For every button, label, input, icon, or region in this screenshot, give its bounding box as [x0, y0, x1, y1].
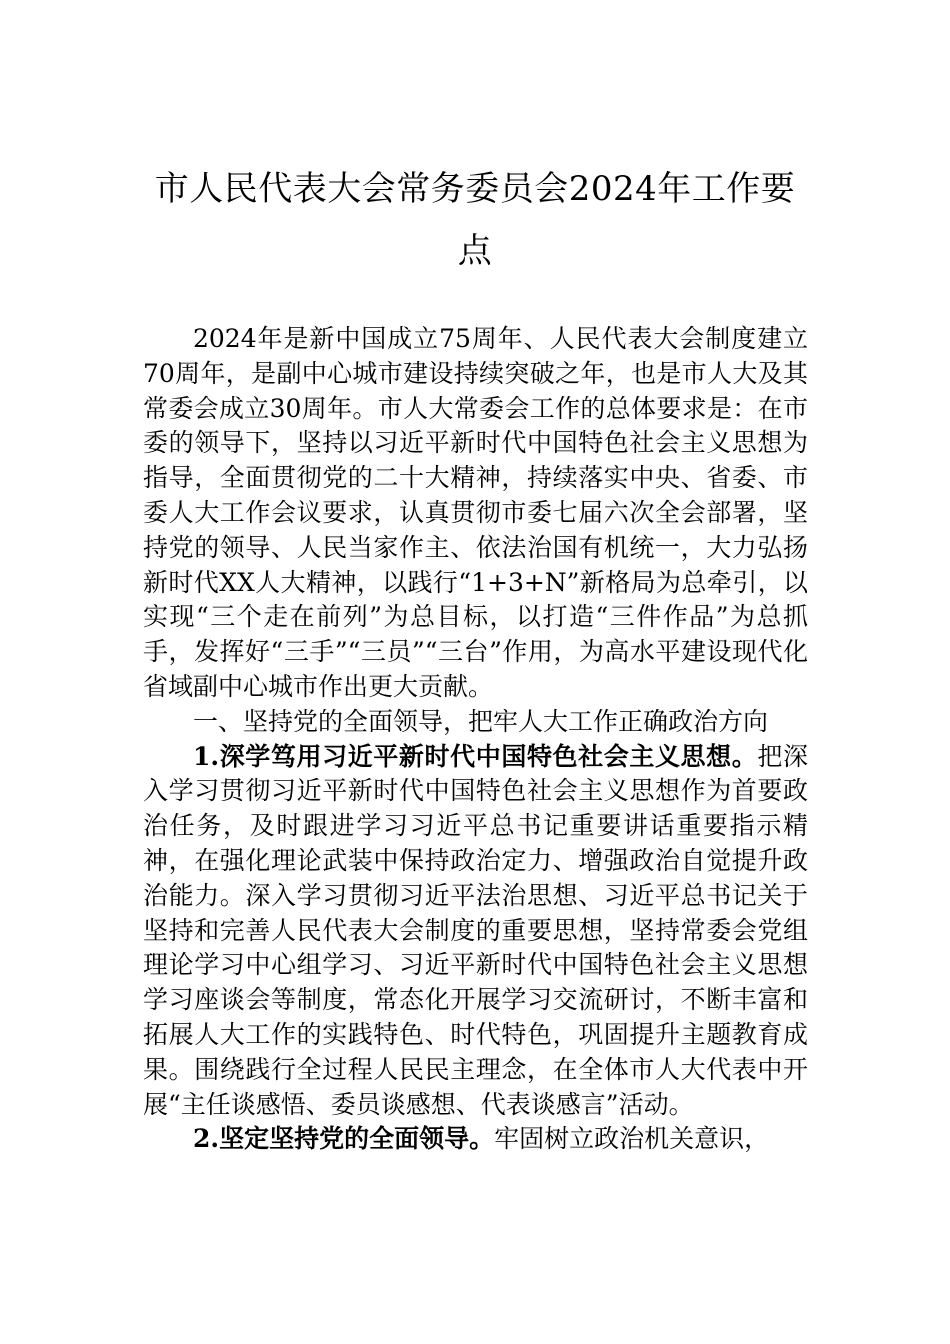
item-2-paragraph [143, 1122, 808, 1157]
item-1-text: 把深入学习贯彻习近平新时代中国特色社会主义思想作为首要政治任务，及时跟进学习习近平总书记重要讲话重要指示精神，在强化理论武装中保持政治定力、增强政治自觉提升政治能力。深入学习贯彻习近平法治思想、习近平总书记关于坚持和完善人民代表大会制度的重要思想，坚持常委会党组理论学习中心组学习、习近平新时代中国特色社会主义思想学习座谈会等制度，常态化开展学习交流研讨，不断丰富和拓展人大工作的实践特色、时代特色，巩固提升主题教育成果。围绕践行全过程人民民主理念，在全体市人大代表中开展“主任谈感悟、委员谈感想、代表谈感言”活动。 [143, 741, 808, 1119]
item-2-lead: 2.坚定坚持党的全面领导。 [193, 1124, 495, 1154]
section-heading-1: 一、坚持党的全面领导，把牢人大工作正确政治方向 [193, 706, 769, 736]
item-1-lead: 1.深学笃用习近平新时代中国特色社会主义思想。 [193, 741, 758, 771]
intro-paragraph: 2024年是新中国成立75周年、人民代表大会制度建立70周年，是副中心城市建设持续突破之年，也是市人大及其常委会成立30周年。市人大常委会工作的总体要求是：在市委的领导下，坚持以习近平新时代中国特色社会主义思想为指导，全面贯彻党的二十大精神，持续落实中央、省委、市委人大工作会议要求，认真贯彻市委七届六次全会部署，坚持党的领导、人民当家作主、依法治国有机统一，大力弘扬新时代XX人大精神，以践行“1+3+N”新格局为总牵引，以实现“三个走在前列”为总目标，以打造“三件作品”为总抓手，发挥好“三手”“三员”“三台”作用，为高水平建设现代化省域副中心城市作出更大贡献。 [143, 324, 808, 701]
document-body [143, 322, 808, 1157]
item-2-text: 牢固树立政治机关意识， [494, 1124, 770, 1154]
document-title: 市人民代表大会常务委员会2024年工作要点 [154, 169, 796, 271]
item-1-paragraph [143, 740, 808, 1123]
